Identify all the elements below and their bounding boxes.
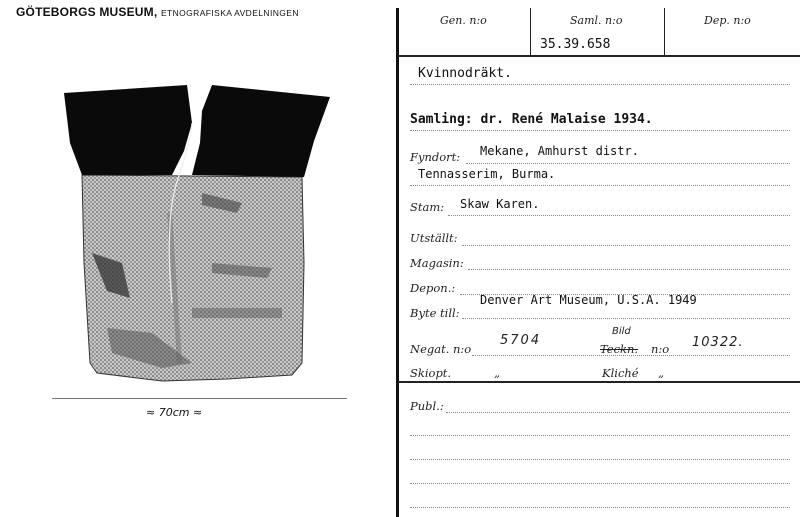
line-byte (462, 318, 790, 319)
line-fyndort-2 (410, 185, 790, 186)
line-publ-1 (446, 412, 790, 413)
line-stam (448, 215, 790, 216)
line-publ-4 (410, 483, 790, 484)
skiopt-label: Skiopt. (410, 366, 452, 380)
gen-label: Gen. n:o (440, 14, 487, 27)
saml-number: 35.39.658 (540, 37, 611, 52)
header-divider-1 (530, 8, 531, 55)
fyndort-value-2: Tennasserim, Burma. (418, 167, 556, 181)
stam-value: Skaw Karen. (460, 197, 540, 211)
line-collection (410, 130, 790, 131)
teckn-label: Teckn. (600, 342, 639, 356)
teckn-value: 10322. (692, 335, 744, 350)
line-object (410, 84, 790, 85)
garment-image (52, 63, 347, 403)
line-negat (472, 355, 790, 356)
bild-note: Bild (612, 326, 631, 337)
department-name: ETNOGRAFISKA AVDELNINGEN (160, 8, 299, 18)
byte-label: Byte till: (410, 306, 460, 320)
negat-label: Negat. n:o (410, 342, 472, 356)
fyndort-label: Fyndort: (410, 150, 461, 164)
saml-label: Saml. n:o (570, 14, 623, 27)
line-magasin (468, 269, 790, 270)
depon-label: Depon.: (410, 281, 456, 295)
line-publ-5 (410, 507, 790, 508)
collection-line: Samling: dr. René Malaise 1934. (410, 112, 653, 127)
byte-value: Denver Art Museum, U.S.A. 1949 (480, 293, 697, 307)
publ-label: Publ.: (410, 399, 444, 413)
museum-name: GÖTEBORGS MUSEUM, (16, 5, 158, 19)
photo-baseline (52, 398, 347, 399)
garment-photo (52, 63, 347, 403)
magasin-label: Magasin: (410, 256, 464, 270)
scale-note: ≈ 70cm ≈ (146, 406, 203, 419)
kliche-value: „ (658, 366, 664, 380)
card-left-rule (396, 8, 399, 517)
museum-heading (16, 5, 299, 19)
skiopt-value: „ (494, 366, 500, 380)
object-name: Kvinnodräkt. (418, 66, 512, 81)
header-divider-2 (664, 8, 665, 55)
line-utstallt (462, 245, 790, 246)
utstallt-label: Utställt: (410, 231, 458, 245)
line-publ-2 (410, 435, 790, 436)
line-fyndort-1 (466, 163, 790, 164)
dep-label: Dep. n:o (704, 14, 751, 27)
header-bottom-rule (398, 55, 800, 57)
teckn-no-label: n:o (651, 342, 670, 356)
fyndort-value-1: Mekane, Amhurst distr. (480, 144, 639, 158)
stam-label: Stam: (410, 200, 445, 214)
kliche-label: Kliché (602, 366, 639, 380)
negat-value: 5704 (500, 333, 542, 348)
line-publ-3 (410, 459, 790, 460)
card-bottom-rule (398, 381, 800, 383)
